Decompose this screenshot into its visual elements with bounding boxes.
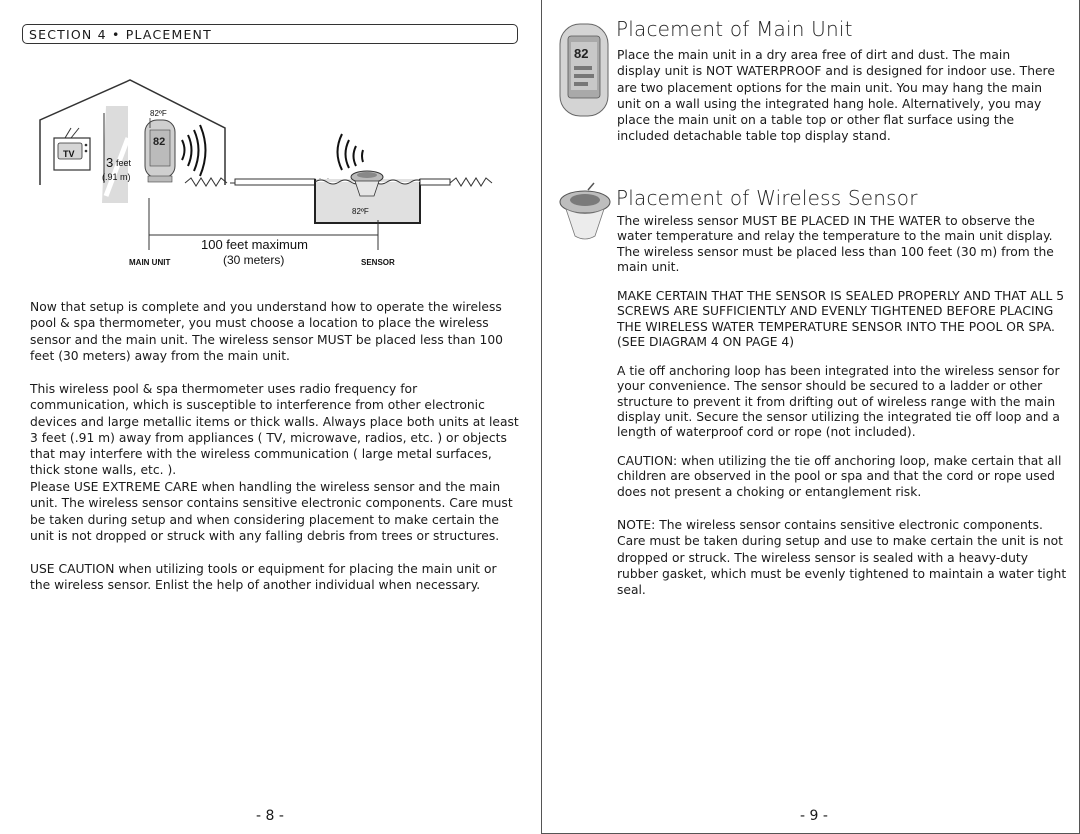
sensor-paragraph-4: CAUTION: when utilizing the tie off anchoring loop, make certain that all children are observed in the pool or spa and that the cord or rope used does not present a choking or entanglement risk. [617,454,1062,499]
caution-paragraph: USE CAUTION when utilizing tools or equipment for placing the main unit or the wireless sensor. Enlist the help of another individual when necessary. [30,562,497,593]
main-unit-body: Place the main unit in a dry area free of dirt and dust. The main display unit is NOT WATERPROOF and is designed for indoor use. There are two placement options for the main unit. You may hang the main unit on a wall using the integrated hang hole. Alternatively, you may place the main unit on a table top or other flat surface using the included detachable table top display stand. [617,48,1055,144]
distance-metric: (.91 m) [102,172,131,182]
main-unit-label: MAIN UNIT [129,258,171,267]
page-number-right: - 9 - [800,808,828,824]
thumbnail-display: 82 [574,46,589,61]
right-page [541,0,1080,834]
main-unit-title: Placement of Main Unit [616,17,853,41]
main-unit-display: 82 [153,136,166,148]
max-distance: 100 feet maximum [201,237,308,252]
care-paragraph: Please USE EXTREME CARE when handling the wireless sensor and the main unit. The wireless sensor contains sensitive electronic components. Care must be taken during setup and when considering placement to make certain the unit is not dropped or struck with any falling debris from trees or structures. [30,480,513,543]
sensor-title: Placement of Wireless Sensor [616,186,918,210]
intro-paragraph: Now that setup is complete and you understand how to operate the wireless pool & spa thermometer, you must choose a location to place the wireless sensor and the main unit. The wireless sensor MUST be placed less than 100 feet (30 meters) away from the main unit. [30,300,503,363]
distance-value: 3 [106,155,114,170]
placement-diagram [30,78,510,273]
sensor-paragraph-1: The wireless sensor MUST BE PLACED IN THE WATER to observe the water temperature and relay the temperature to the main unit display. The wireless sensor must be placed less than 100 feet (30 m) from the main unit. [617,214,1054,274]
sensor-thumbnail [558,182,612,244]
tv-label: TV [63,149,75,159]
sensor-label: SENSOR [361,258,395,267]
interference-paragraph: This wireless pool & spa thermometer uses radio frequency for communication, which is susceptible to interference from other electronic devices and large metallic items or thick walls. Always place both units at least 3 feet (.91 m) away from appliances ( TV, microwave, radios, etc. ) or objects that may interfere with the wireless communication ( large metal surfaces, thick stone walls, etc. ). [30,382,519,478]
section-header: SECTION 4 • PLACEMENT [22,24,518,44]
main-unit-thumbnail [558,22,610,118]
main-unit-device [145,120,175,182]
sensor-paragraph-2: MAKE CERTAIN THAT THE SENSOR IS SEALED PROPERLY AND THAT ALL 5 SCREWS ARE SUFFICIENTLY AND EVENLY TIGHTENED BEFORE PLACING THE WIRELESS WATER TEMPERATURE SENSOR INTO THE POOL OR SPA. (SEE DIAGRAM 4 ON PAGE 4) [617,289,1065,349]
distance-unit: feet [116,158,132,168]
max-distance-metric: (30 meters) [223,253,285,267]
sensor-paragraph-5: NOTE: The wireless sensor contains sensitive electronic components. Care must be taken during setup and use to make certain the unit is not dropped or struck. The wireless sensor is sealed with a heavy-duty rubber gasket, which must be evenly tightened to maintain a water tight seal. [617,518,1067,598]
sensor-temp: 82ºF [352,207,369,216]
main-unit-temp: 82ºF [150,109,167,118]
page-number-left: - 8 - [256,808,284,824]
sensor-paragraph-3: A tie off anchoring loop has been integrated into the wireless sensor for your convenience. The sensor should be secured to a ladder or other structure to prevent it from drifting out of wireless range with the main display unit. Secure the sensor utilizing the integrated tie off loop and a length of waterproof cord or rope (not included). [617,364,1060,440]
